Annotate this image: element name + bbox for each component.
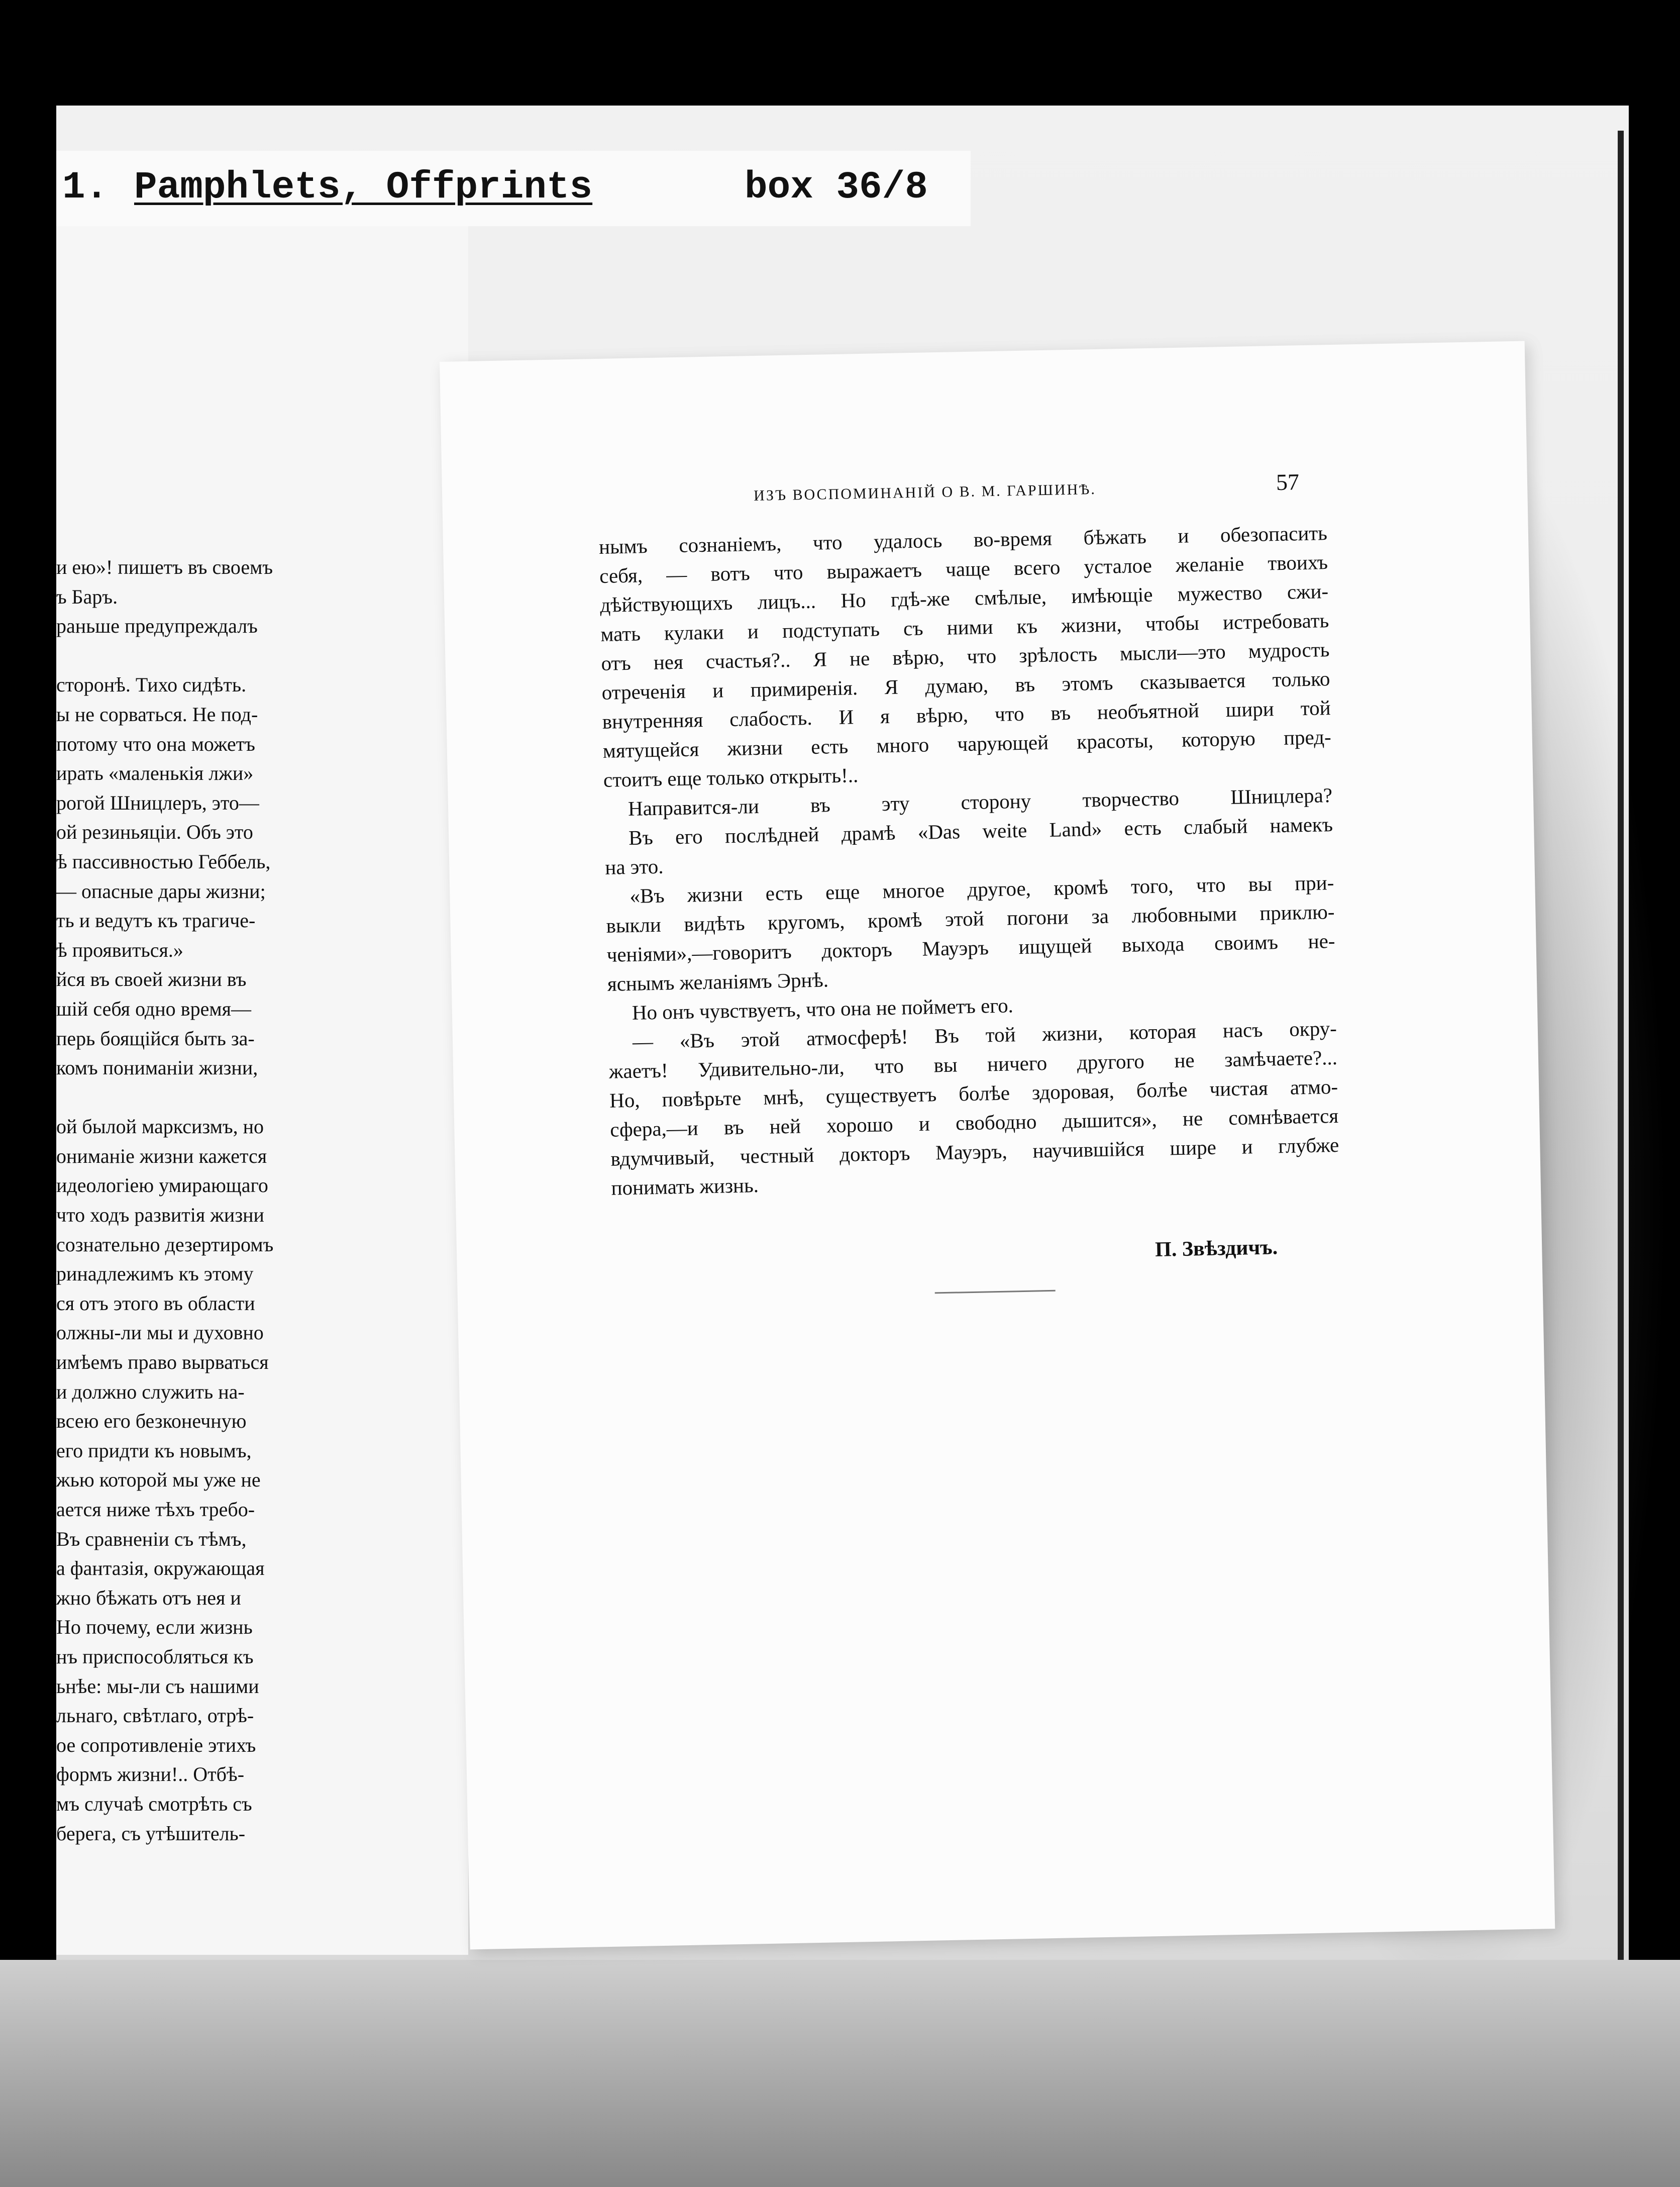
left-text-line: ьнѣе: мы-ли съ нашими (56, 1674, 259, 1698)
left-text-line: ы не сорваться. Не под- (56, 703, 258, 726)
left-text-line: раньше предупреждалъ (56, 615, 258, 638)
left-text-line: формъ жизни!.. Отбѣ- (56, 1763, 245, 1786)
left-text-line: ой резиньяціи. Объ это (56, 821, 253, 844)
left-page-fragment (56, 226, 468, 1955)
left-text-line: ается ниже тѣхъ требо- (56, 1498, 255, 1521)
label-title: Pamphlets, Offprints (134, 166, 593, 209)
body-text-line: понимать жизнь. (611, 1173, 759, 1200)
left-text-line: всею его безконечную (56, 1410, 247, 1433)
left-text-line: и ею»! пишетъ въ своемъ (56, 556, 273, 578)
body-text-line: — «Въ этой атмосферѣ! Въ той жизни, которая насъ окру- (632, 1016, 1337, 1053)
left-text-line: олжны-ли мы и духовно (56, 1321, 264, 1344)
left-text-line: йся въ своей жизни въ (56, 968, 247, 991)
body-text-line: сфера,—и въ ней хорошо и свободно дышится», не сомнѣвается (609, 1104, 1339, 1141)
left-text-line: сознательно дезертиромъ (56, 1233, 274, 1256)
body-text-line: отъ нея счастья?.. Я не вѣрю, что зрѣлость мысли—это мудрость (601, 638, 1330, 675)
archive-label (56, 151, 971, 226)
left-text-line: жью которой мы уже не (56, 1468, 261, 1492)
left-text-line: идеологіею умирающаго (56, 1174, 268, 1197)
left-text-line: — опасные дары жизни; (56, 879, 266, 903)
body-text-line: дѣйствующихъ лицъ... Но гдѣ-же смѣлые, имѣющіе мужество сжи- (599, 579, 1329, 617)
author-signature: П. Звѣздичъ. (1154, 1236, 1278, 1261)
left-text-line (56, 1083, 318, 1113)
label-number: 1. (62, 166, 109, 209)
body-text-line: выкли видѣть кругомъ, кромѣ этой погони за любовными приклю- (606, 900, 1335, 937)
body-text-line: отреченія и примиренія. Я думаю, въ этомъ сказывается только (601, 667, 1330, 704)
left-text-line: нъ приспособляться къ (56, 1645, 254, 1668)
left-text-line: ониманіе жизни кажется (56, 1144, 267, 1167)
left-text-line: ое сопротивленіе этихъ (56, 1733, 256, 1756)
body-text-line: ченіями»,—говоритъ докторъ Мауэръ ищущей выхода своимъ не- (606, 929, 1335, 966)
body-text-line: Направится-ли въ эту сторону творчество Шницлера? (627, 783, 1333, 820)
left-text-line: Но почему, если жизнь (56, 1616, 253, 1639)
body-text-line: жаетъ! Удивительно-ли, что вы ничего другого не замѣчаете?... (608, 1045, 1338, 1083)
left-text-line: льнаго, свѣтлаго, отрѣ- (56, 1704, 254, 1727)
left-text-line: берега, съ утѣшитель- (56, 1822, 246, 1845)
left-text-line (56, 641, 318, 671)
left-text-line: ирать «маленькія лжи» (56, 762, 254, 785)
left-text-line: ринадлежимъ къ этому (56, 1262, 254, 1285)
left-page-text (56, 553, 318, 1848)
body-text-line: стоитъ еще только открыть!.. (603, 763, 859, 791)
left-text-line: ть и ведутъ къ трагиче- (56, 909, 256, 932)
left-text-line: ѣ проявиться.» (56, 938, 183, 961)
body-text-line: мать кулаки и подступать съ ними къ жизни, чтобы истребовать (600, 609, 1329, 646)
left-text-line: ой былой марксизмъ, но (56, 1115, 264, 1138)
label-box-number: box 36/8 (745, 166, 928, 209)
body-text-line: «Въ жизни есть еще многое другое, кромѣ того, что вы при- (629, 871, 1334, 908)
body-text-line: Но, повѣрьте мнѣ, существуетъ болѣе здоровая, болѣе чистая атмо- (609, 1074, 1338, 1112)
left-text-line: Въ сравненіи съ тѣмъ, (56, 1527, 247, 1550)
body-text-line: Но онъ чувствуетъ, что она не пойметъ его. (632, 993, 1014, 1024)
board-edge (1618, 131, 1624, 1990)
running-head: ИЗЪ ВОСПОМИНАНІЙ О В. М. ГАРШИНѢ. (753, 480, 1097, 505)
body-text-line: Въ его послѣдней драмѣ «Das weite Land» есть слабый намекъ (628, 813, 1333, 849)
page-number: 57 (1276, 469, 1300, 495)
left-text-line: сторонѣ. Тихо сидѣть. (56, 673, 247, 697)
body-text-line: внутренняя слабость. И я вѣрю, что въ необъятной шири той (602, 696, 1331, 733)
body-text-line: яснымъ желаніямъ Эрнѣ. (607, 968, 829, 996)
left-text-line: мъ случаѣ смотрѣть съ (56, 1792, 252, 1815)
bottom-band (0, 1960, 1680, 2187)
left-text-line: имѣемъ право вырваться (56, 1351, 269, 1374)
left-text-line: комъ пониманіи жизни, (56, 1056, 258, 1079)
end-rule (935, 1290, 1056, 1294)
left-text-line: ѣ пассивностью Геббель, (56, 850, 271, 873)
body-text-line: нымъ сознаніемъ, что удалось во-время бѣжать и обезопасить (598, 521, 1328, 558)
left-text-line: потому что она можетъ (56, 732, 255, 755)
left-text-line: ъ Баръ. (56, 585, 118, 608)
left-text-line: шій себя одно время— (56, 997, 252, 1020)
body-text-line: себя, — вотъ что выражаетъ чаще всего усталое желаніе твоихъ (599, 550, 1328, 587)
left-text-line: что ходъ развитія жизни (56, 1204, 264, 1227)
left-text-line: жно бѣжать отъ нея и (56, 1586, 241, 1609)
left-text-line: перь боящійся быть за- (56, 1027, 255, 1050)
left-text-line: рогой Шницлеръ, это— (56, 791, 259, 814)
left-text-line: а фантазія, окружающая (56, 1557, 265, 1580)
left-text-line: его придти къ новымъ, (56, 1439, 252, 1462)
left-text-line: и должно служить на- (56, 1380, 245, 1403)
body-text-line: на это. (604, 854, 664, 879)
offprint-page (440, 341, 1555, 1950)
body-text-line: мятущейся жизни есть много чарующей красоты, которую пред- (602, 725, 1332, 762)
page-body (599, 518, 1340, 1203)
body-text-line: вдумчивый, честный докторъ Мауэръ, научившійся шире и глубже (610, 1133, 1339, 1170)
left-text-line: ся отъ этого въ области (56, 1291, 255, 1315)
